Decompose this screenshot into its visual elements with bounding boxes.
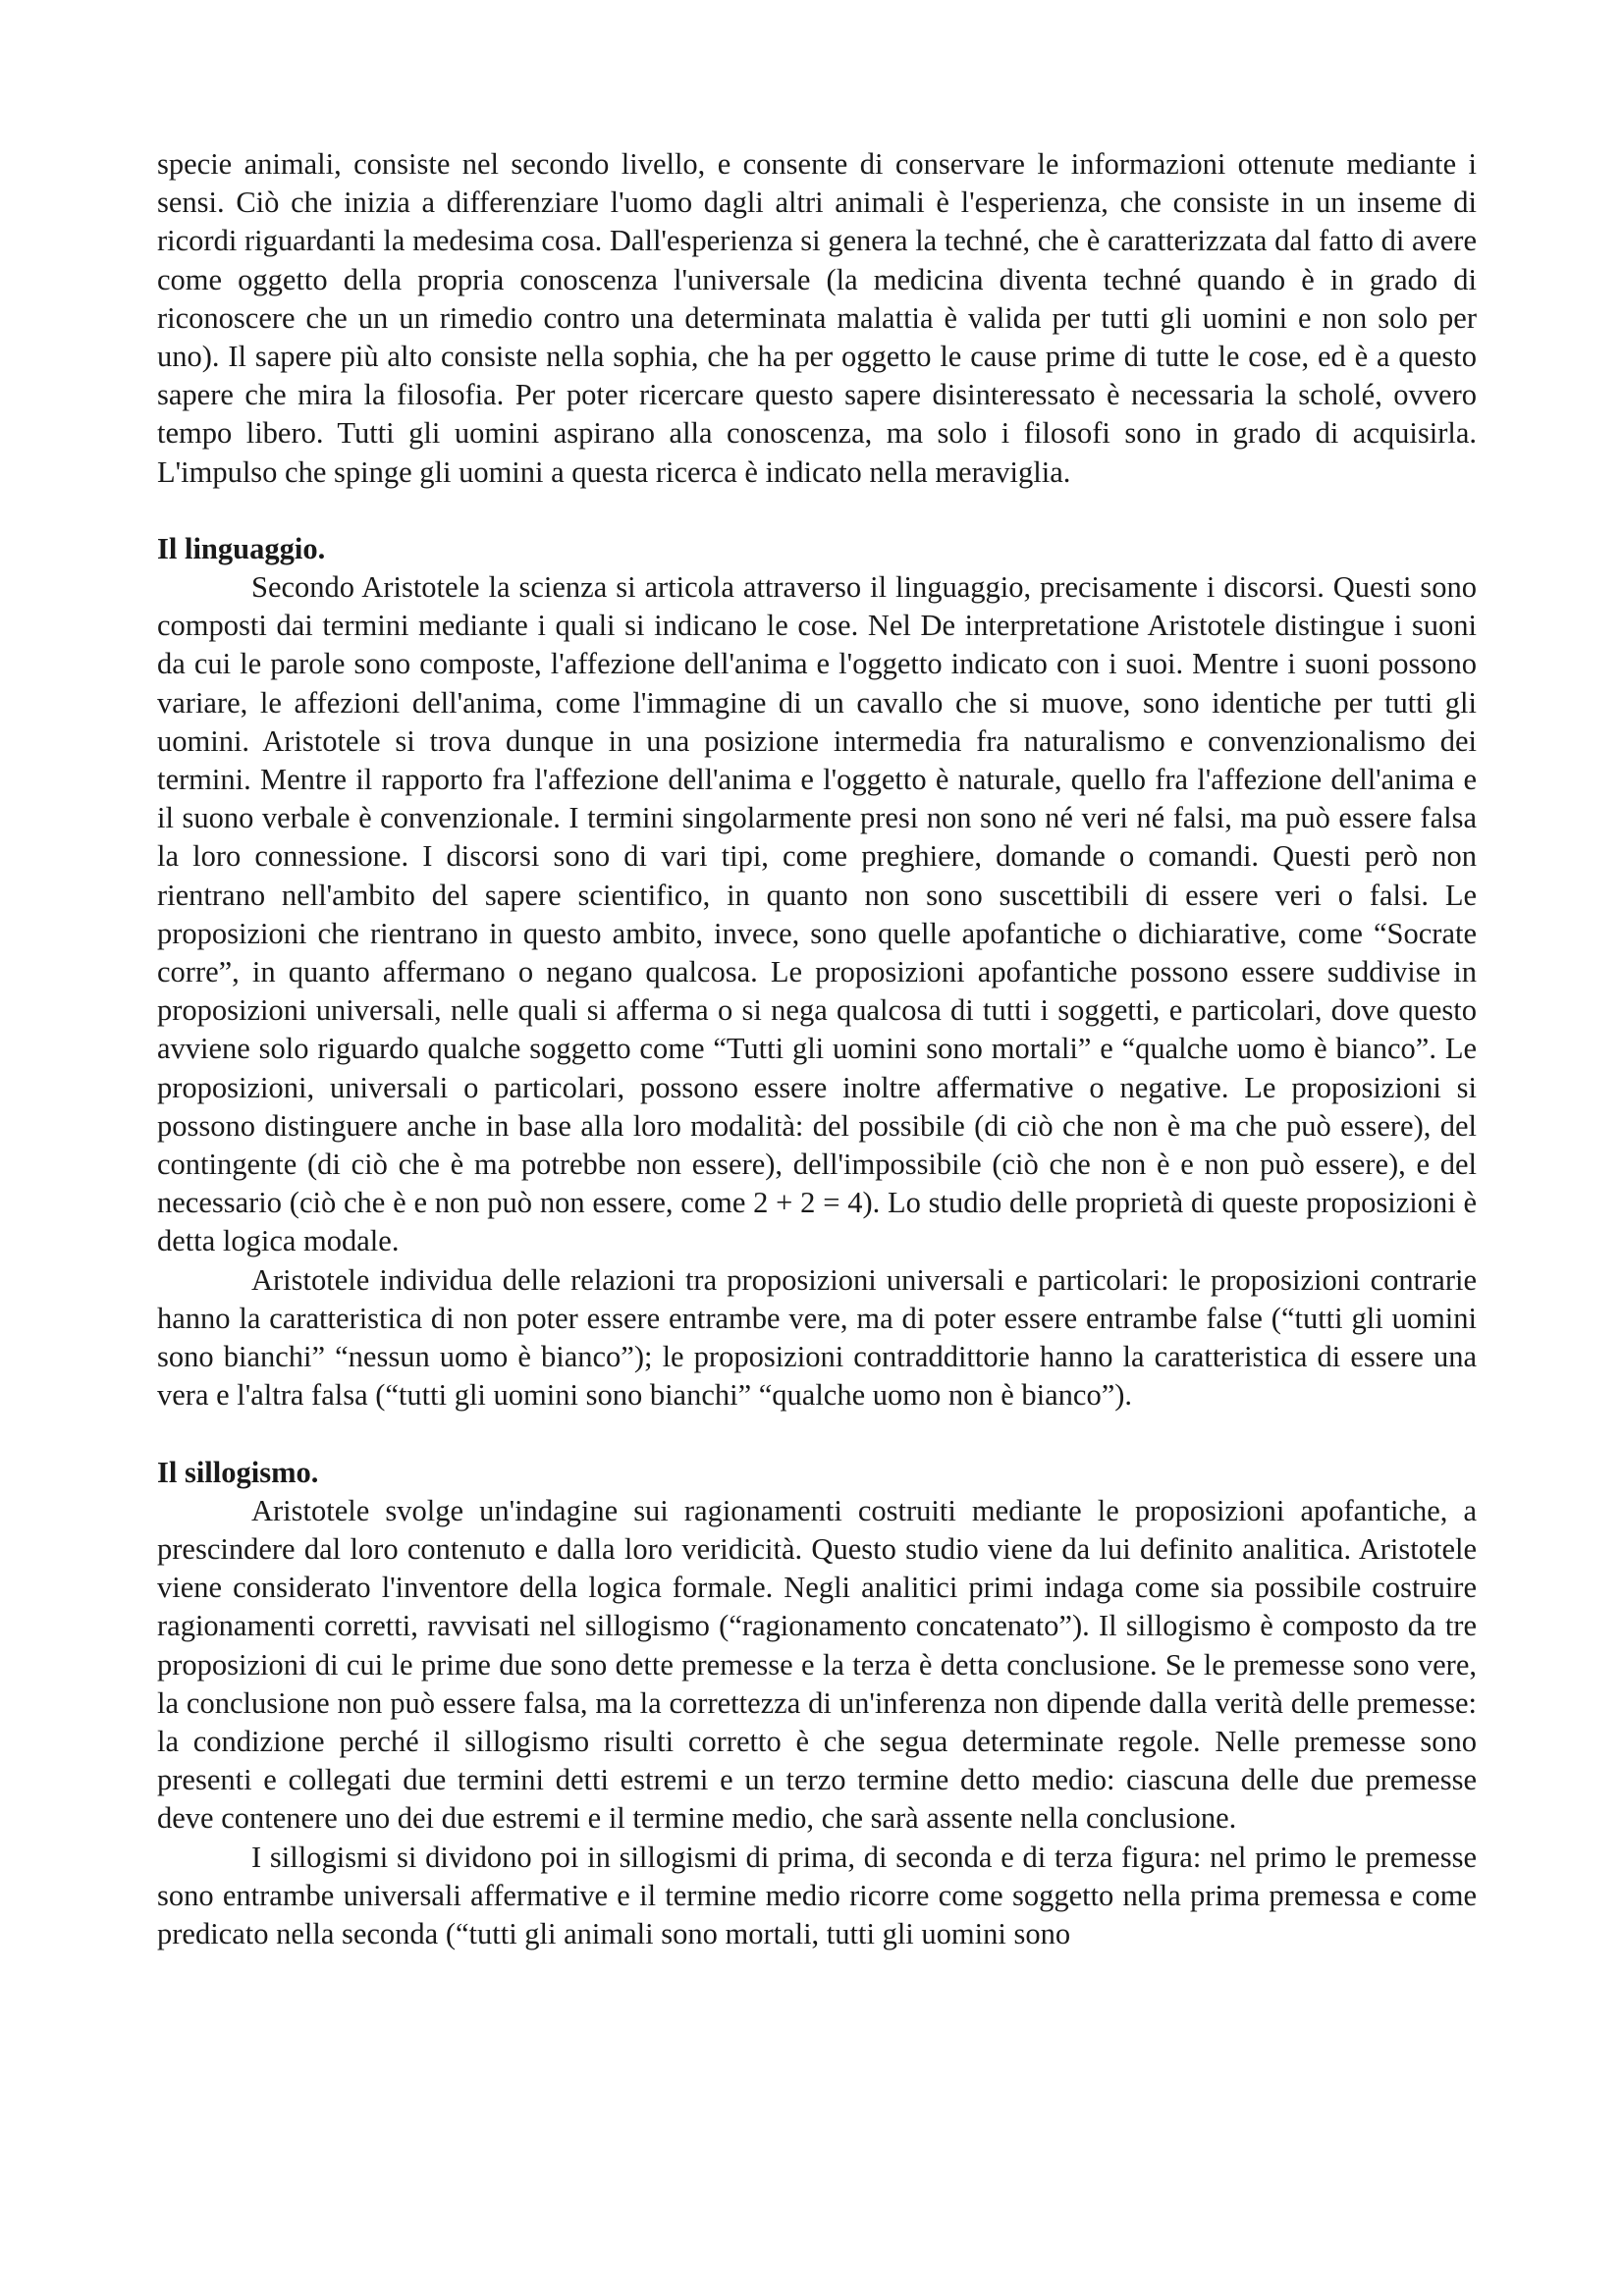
paragraph-sillogismo: Aristotele svolge un'indagine sui ragionamenti costruiti mediante le proposizioni apofantiche, a prescindere dal loro contenuto e dalla loro veridicità. Questo studio viene da lui definito analitica. Aristotele viene considerato l'inventore della logica formale. Negli analitici primi indaga come sia possibile costruire ragionamenti corretti, ravvisati nel sillogismo (“ragionamento concatenato”). Il sillogismo è composto da tre proposizioni di cui le prime due sono dette premesse e la terza è detta conclusione. Se le premesse sono vere, la conclusione non può essere falsa, ma la correttezza di un'inferenza non dipende dalla verità delle premesse: la condizione perché il sillogismo risulti corretto è che segua determinate regole. Nelle premesse sono presenti e collegati due termini detti estremi e un terzo termine detto medio: ciascuna delle due premesse deve contenere uno dei due estremi e il termine medio, che sarà assente nella conclusione.	[157, 1493, 1477, 1836]
paragraph-figure-sillogismi: I sillogismi si dividono poi in sillogismi di prima, di seconda e di terza figura: nel primo le premesse sono entrambe universali affermative e il termine medio ricorre come soggetto nella prima premessa e come predicato nella seconda (“tutti gli animali sono mortali, tutti gli uomini sono	[157, 1840, 1477, 1950]
section-gap	[157, 492, 1477, 530]
section-gap	[157, 1415, 1477, 1454]
document-page	[157, 145, 1477, 1953]
paragraph-knowledge-levels: specie animali, consiste nel secondo livello, e consente di conservare le informazioni ottenute mediante i sensi. Ciò che inizia a differenziare l'uomo dagli altri animali è l'esperienza, che consiste in un inseme di ricordi riguardanti la medesima cosa. Dall'esperienza si genera la techné, che è caratterizzata dal fatto di avere come oggetto della propria conoscenza l'universale (la medicina diventa techné quando è in grado di riconoscere che un un rimedio contro una determinata malattia è valida per tutti gli uomini e non solo per uno). Il sapere più alto consiste nella sophia, che ha per oggetto le cause prime di tutte le cose, ed è a questo sapere che mira la filosofia. Per poter ricercare questo sapere disinteressato è necessaria la scholé, ovvero tempo libero. Tutti gli uomini aspirano alla conoscenza, ma solo i filosofi sono in grado di acquisirla. L'impulso che spinge gli uomini a questa ricerca è indicato nella meraviglia.	[157, 147, 1477, 489]
section-heading-sillogismo: Il sillogismo.	[157, 1455, 319, 1489]
paragraph-linguaggio: Secondo Aristotele la scienza si articola attraverso il linguaggio, precisamente i discorsi. Questi sono composti dai termini mediante i quali si indicano le cose. Nel De interpretatione Aristotele distingue i suoni da cui le parole sono composte, l'affezione dell'anima e l'oggetto indicato con i suoi. Mentre i suoni possono variare, le affezioni dell'anima, come l'immagine di un cavallo che si muove, sono identiche per tutti gli uomini. Aristotele si trova dunque in una posizione intermedia fra naturalismo e convenzionalismo dei termini. Mentre il rapporto fra l'affezione dell'anima e l'oggetto è naturale, quello fra l'affezione dell'anima e il suono verbale è convenzionale. I termini singolarmente presi non sono né veri né falsi, ma può essere falsa la loro connessione. I discorsi sono di vari tipi, come preghiere, domande o comandi. Questi però non rientrano nell'ambito del sapere scientifico, in quanto non sono suscettibili di essere veri o falsi. Le proposizioni che rientrano in questo ambito, invece, sono quelle apofantiche o dichiarative, come “Socrate corre”, in quanto affermano o negano qualcosa. Le proposizioni apofantiche possono essere suddivise in proposizioni universali, nelle quali si afferma o si nega qualcosa di tutti i soggetti, e particolari, dove questo avviene solo riguardo qualche soggetto come “Tutti gli uomini sono mortali” e “qualche uomo è bianco”. Le proposizioni, universali o particolari, possono essere inoltre affermative o negative. Le proposizioni si possono distinguere anche in base alla loro modalità: del possibile (di ciò che non è ma che può essere), del contingente (di ciò che è ma potrebbe non essere), dell'impossibile (ciò che non è e non può essere), e del necessario (ciò che è e non può non essere, come 2 + 2 = 4). Lo studio delle proprietà di queste proposizioni è detta logica modale.	[157, 570, 1477, 1258]
section-heading-linguaggio: Il linguaggio.	[157, 531, 326, 565]
paragraph-relazioni-proposizioni: Aristotele individua delle relazioni tra proposizioni universali e particolari: le proposizioni contrarie hanno la caratteristica di non poter essere entrambe vere, ma di poter essere entrambe false (“tutti gli uomini sono bianchi” “nessun uomo è bianco”); le proposizioni contraddittorie hanno la caratteristica di essere una vera e l'altra falsa (“tutti gli uomini sono bianchi” “qualche uomo non è bianco”).	[157, 1262, 1477, 1413]
